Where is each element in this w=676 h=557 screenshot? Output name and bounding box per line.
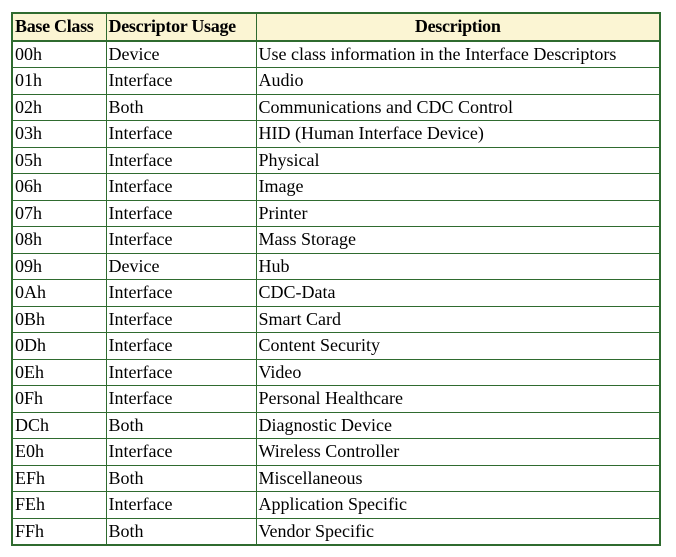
description-cell: Audio (256, 68, 660, 95)
table-row (12, 227, 660, 254)
base-class-cell: 01h (12, 68, 106, 95)
header-base-class: Base Class (12, 13, 106, 41)
descriptor-usage-cell: Interface (106, 439, 256, 466)
base-class-cell: 06h (12, 174, 106, 201)
base-class-cell: 03h (12, 121, 106, 148)
descriptor-usage-cell: Both (106, 518, 256, 545)
usb-class-code-table (11, 12, 661, 546)
descriptor-usage-cell: Interface (106, 333, 256, 360)
table-row (12, 386, 660, 413)
description-cell: Content Security (256, 333, 660, 360)
table-row (12, 147, 660, 174)
table-row (12, 439, 660, 466)
table-row (12, 121, 660, 148)
table-row (12, 174, 660, 201)
descriptor-usage-cell: Device (106, 253, 256, 280)
descriptor-usage-cell: Both (106, 94, 256, 121)
descriptor-usage-cell: Interface (106, 227, 256, 254)
base-class-cell: 00h (12, 41, 106, 68)
base-class-cell: 0Eh (12, 359, 106, 386)
base-class-cell: 0Dh (12, 333, 106, 360)
base-class-cell: 0Ah (12, 280, 106, 307)
descriptor-usage-cell: Device (106, 41, 256, 68)
table-row (12, 68, 660, 95)
description-cell: Physical (256, 147, 660, 174)
base-class-cell: EFh (12, 465, 106, 492)
description-cell: CDC-Data (256, 280, 660, 307)
descriptor-usage-cell: Interface (106, 200, 256, 227)
table-row (12, 280, 660, 307)
table-row (12, 359, 660, 386)
description-cell: Printer (256, 200, 660, 227)
table-row (12, 306, 660, 333)
header-description: Description (256, 13, 660, 41)
descriptor-usage-cell: Interface (106, 306, 256, 333)
description-cell: Vendor Specific (256, 518, 660, 545)
base-class-cell: 0Bh (12, 306, 106, 333)
description-cell: Communications and CDC Control (256, 94, 660, 121)
table-row (12, 253, 660, 280)
table-row (12, 518, 660, 545)
base-class-cell: FFh (12, 518, 106, 545)
descriptor-usage-cell: Interface (106, 147, 256, 174)
table-row (12, 333, 660, 360)
descriptor-usage-cell: Interface (106, 68, 256, 95)
descriptor-usage-cell: Both (106, 412, 256, 439)
description-cell: Mass Storage (256, 227, 660, 254)
descriptor-usage-cell: Interface (106, 174, 256, 201)
base-class-cell: 0Fh (12, 386, 106, 413)
description-cell: Use class information in the Interface Descriptors (256, 41, 660, 68)
descriptor-usage-cell: Interface (106, 386, 256, 413)
base-class-cell: 09h (12, 253, 106, 280)
description-cell: Smart Card (256, 306, 660, 333)
base-class-cell: DCh (12, 412, 106, 439)
description-cell: Hub (256, 253, 660, 280)
descriptor-usage-cell: Interface (106, 492, 256, 519)
table-row (12, 200, 660, 227)
table-row (12, 465, 660, 492)
description-cell: Personal Healthcare (256, 386, 660, 413)
descriptor-usage-cell: Interface (106, 121, 256, 148)
base-class-cell: 07h (12, 200, 106, 227)
header-descriptor-usage: Descriptor Usage (106, 13, 256, 41)
table-row (12, 94, 660, 121)
table-row (12, 492, 660, 519)
base-class-cell: FEh (12, 492, 106, 519)
description-cell: Wireless Controller (256, 439, 660, 466)
base-class-cell: 02h (12, 94, 106, 121)
base-class-cell: E0h (12, 439, 106, 466)
descriptor-usage-cell: Interface (106, 359, 256, 386)
table-body (12, 41, 660, 546)
description-cell: Application Specific (256, 492, 660, 519)
base-class-cell: 05h (12, 147, 106, 174)
base-class-cell: 08h (12, 227, 106, 254)
description-cell: Miscellaneous (256, 465, 660, 492)
descriptor-usage-cell: Interface (106, 280, 256, 307)
table-row (12, 41, 660, 68)
header-row (12, 13, 660, 41)
description-cell: Image (256, 174, 660, 201)
descriptor-usage-cell: Both (106, 465, 256, 492)
table-header (12, 13, 660, 41)
description-cell: HID (Human Interface Device) (256, 121, 660, 148)
description-cell: Video (256, 359, 660, 386)
description-cell: Diagnostic Device (256, 412, 660, 439)
table-row (12, 412, 660, 439)
